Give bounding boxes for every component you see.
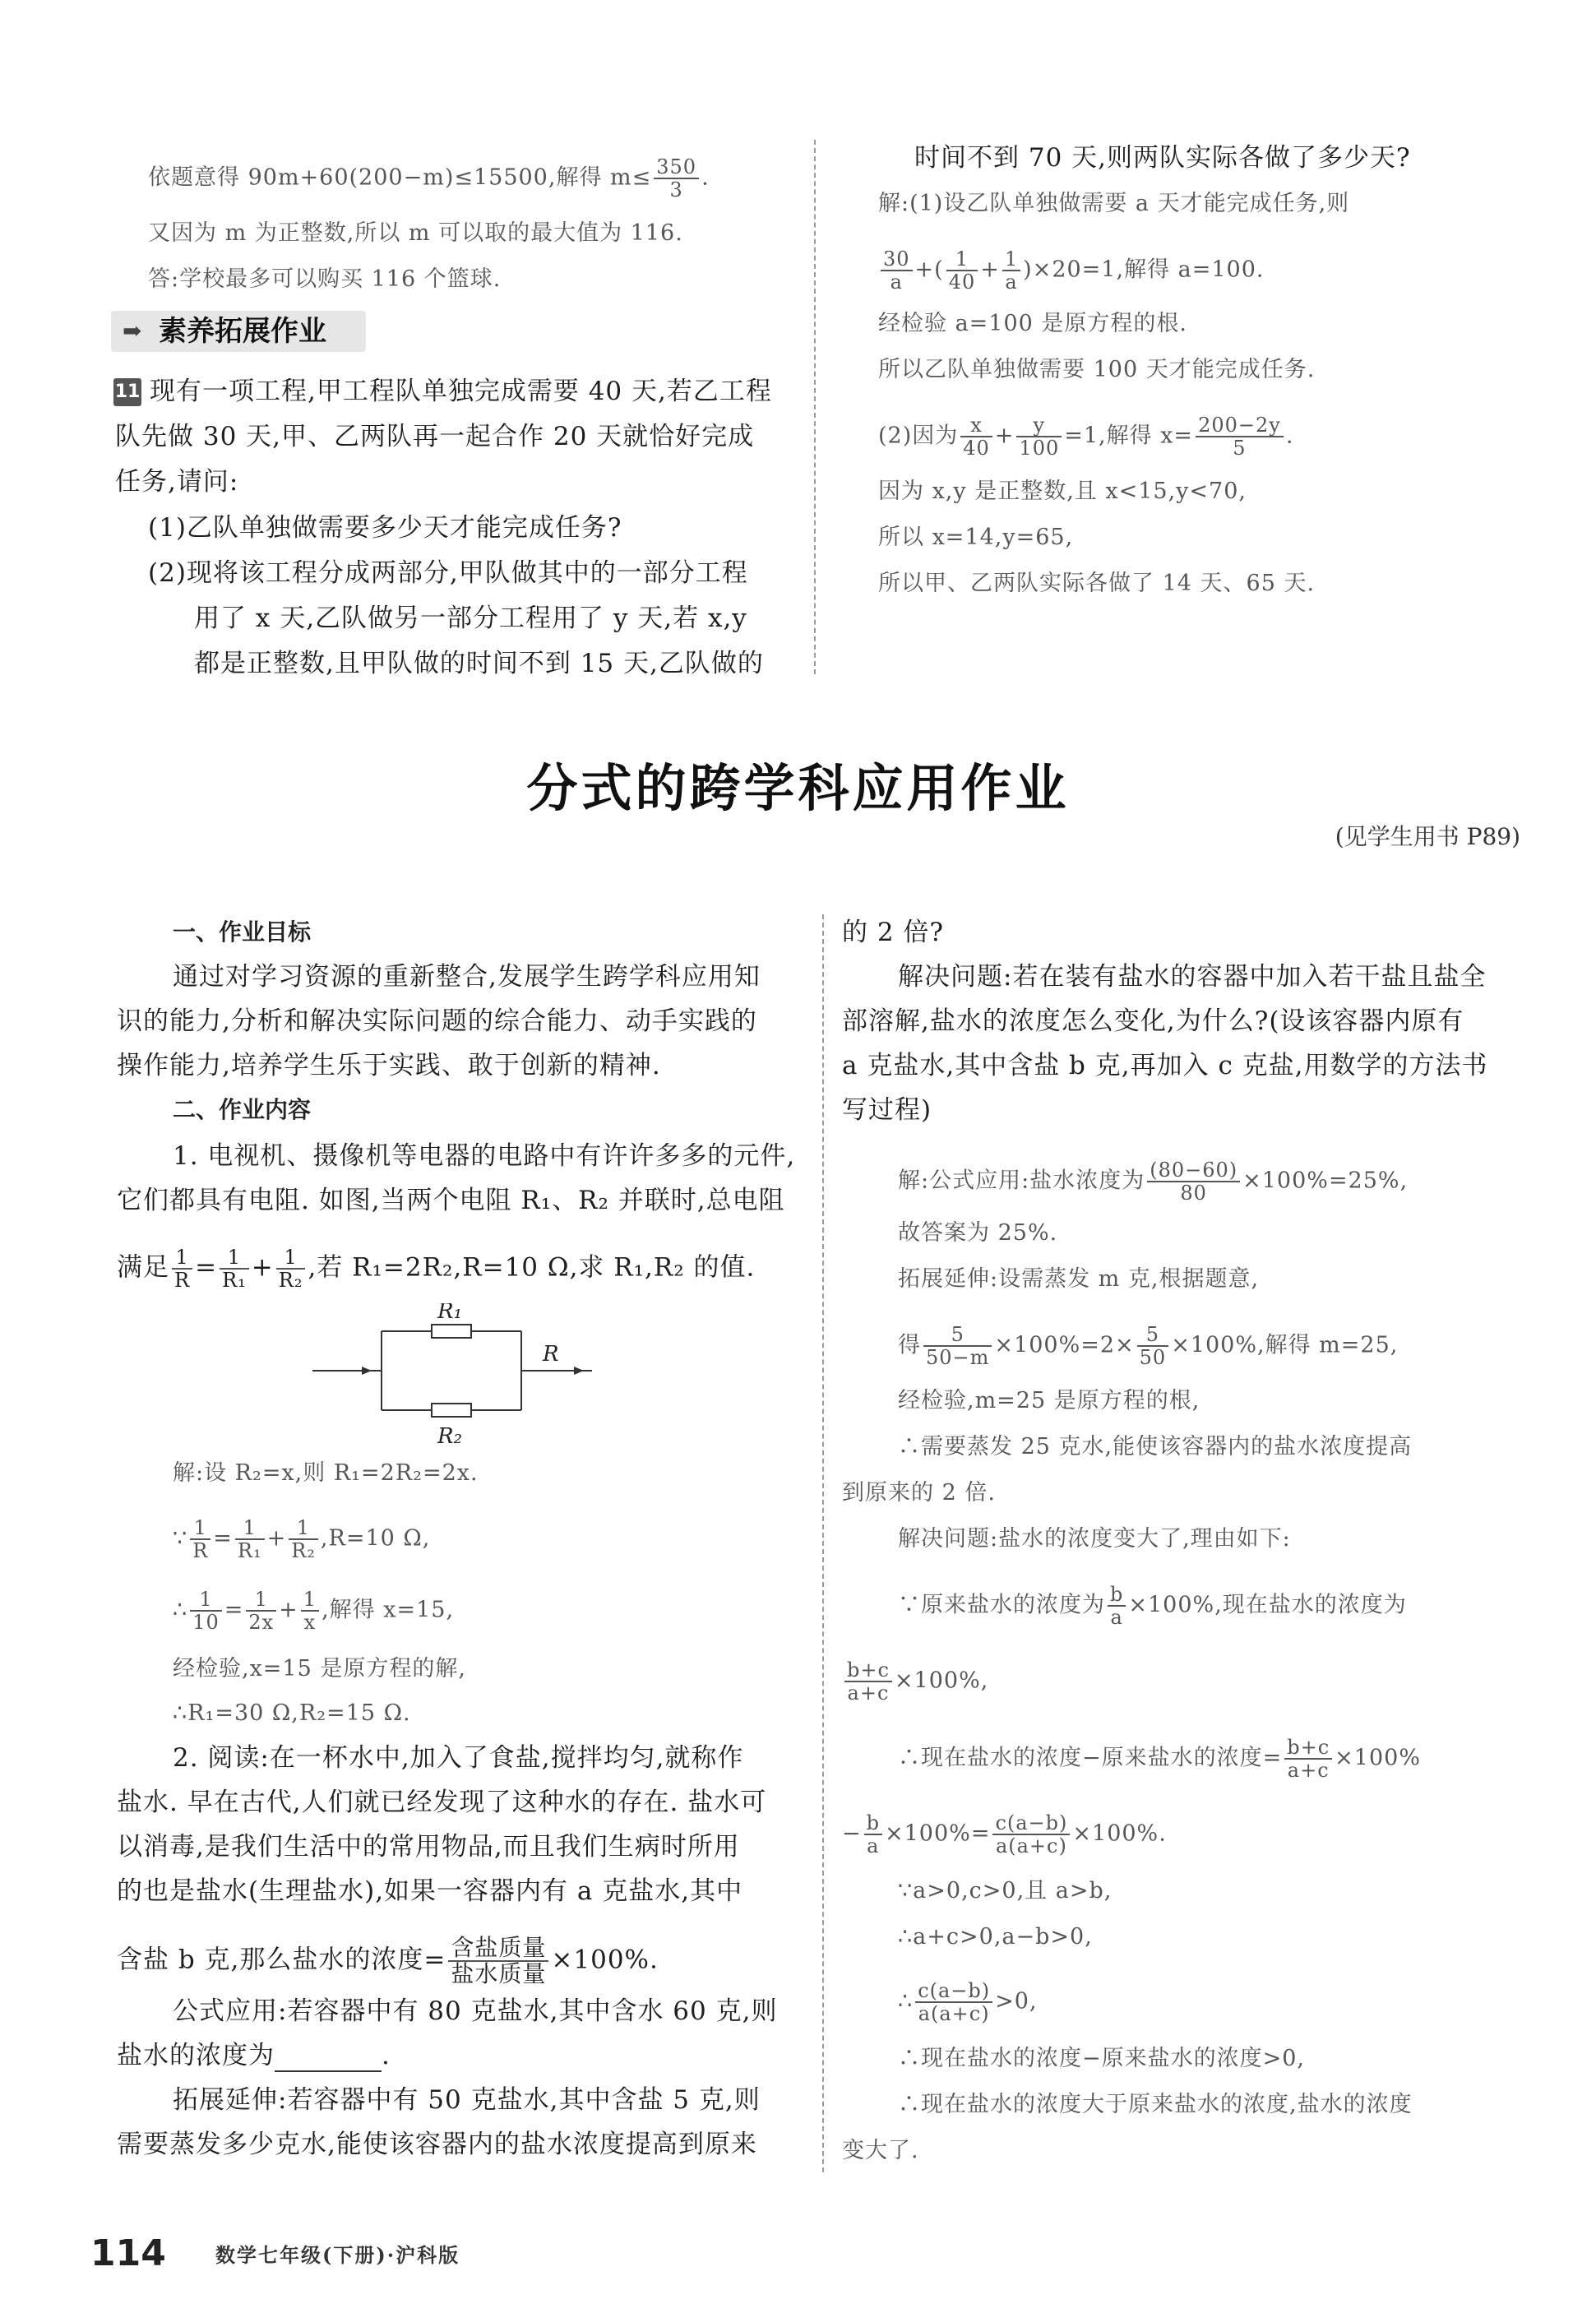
solution-line: 故答案为 25%. bbox=[898, 1220, 1058, 1246]
problem-line: 的也是盐水(生理盐水),如果一容器内有 a 克盐水,其中 bbox=[117, 1876, 743, 1906]
problem-number-badge: 11 bbox=[113, 378, 141, 406]
fraction: $\frac{(80-60)}{80}$ bbox=[1147, 1159, 1240, 1204]
problem-line: 它们都具有电阻. 如图,当两个电阻 R₁、R₂ 并联时,总电阻 bbox=[117, 1186, 785, 1215]
fraction: $\frac{30}{a}$ bbox=[881, 248, 913, 293]
solution-line: 解:(1)设乙队单独做需要 a 天才能完成任务,则 bbox=[878, 191, 1350, 216]
book-title: 数学七年级(下册)·沪科版 bbox=[215, 2243, 460, 2267]
solution-line: 所以甲、乙两队实际各做了 14 天、65 天. bbox=[878, 571, 1316, 596]
fraction: $\frac{y}{100}$ bbox=[1016, 414, 1062, 459]
solution-line: ∴R₁=30 Ω,R₂=15 Ω. bbox=[173, 1700, 411, 1726]
solution-line: 所以 x=14,y=65, bbox=[878, 525, 1074, 550]
section-heading: 二、作业内容 bbox=[173, 1096, 312, 1123]
problem-line: 部溶解,盐水的浓度怎么变化,为什么?(设该容器内原有 bbox=[842, 1006, 1464, 1036]
fraction: $\frac{1}{a}$ bbox=[1002, 248, 1020, 293]
solution-line: (2)因为 $\frac{x}{40}$ + $\frac{y}{100}$ =1,解得 x= $\frac{200-2y}{5}$ . bbox=[878, 414, 1294, 460]
problem-line: 公式应用:若容器中有 80 克盐水,其中含水 60 克,则 bbox=[173, 1996, 778, 2026]
fraction: $\frac{1}{\text{R₂}}$ bbox=[289, 1517, 318, 1561]
problem-line: 写过程) bbox=[842, 1095, 932, 1125]
solution-line: ∵a>0,c>0,且 a>b, bbox=[898, 1878, 1113, 1903]
body-line: 通过对学习资源的重新整合,发展学生跨学科应用知 bbox=[173, 962, 761, 992]
fraction: $\frac{b+c}{a+c}$ bbox=[844, 1659, 892, 1704]
problem-line: 1. 电视机、摄像机等电器的电路中有许许多多的元件, bbox=[173, 1141, 796, 1171]
solution-line: ∴现在盐水的浓度−原来盐水的浓度>0, bbox=[898, 2046, 1306, 2071]
column-divider bbox=[814, 140, 816, 674]
problem-line: 盐水的浓度为 . bbox=[117, 2041, 391, 2070]
solution-line: ∴现在盐水的浓度大于原来盐水的浓度,盐水的浓度 bbox=[898, 2092, 1413, 2117]
answer-line: 答:学校最多可以购买 116 个篮球. bbox=[148, 266, 502, 292]
problem-line: a 克盐水,其中含盐 b 克,再加入 c 克盐,用数学的方法书 bbox=[842, 1051, 1488, 1080]
solution-line: 解决问题:盐水的浓度变大了,理由如下: bbox=[898, 1526, 1291, 1552]
problem-line: 时间不到 70 天,则两队实际各做了多少天? bbox=[914, 143, 1411, 173]
problem-line: 都是正整数,且甲队做的时间不到 15 天,乙队做的 bbox=[194, 649, 764, 678]
fraction: $\frac{c(a-b)}{a(a+c)}$ bbox=[915, 1980, 992, 2024]
fraction: $\frac{350}{3}$ bbox=[654, 156, 699, 201]
solution-line: − $\frac{b}{a}$ ×100%= $\frac{c(a-b)}{a(a+c)}$ ×100%. bbox=[842, 1811, 1167, 1857]
solution-line: 经检验 a=100 是原方程的根. bbox=[878, 311, 1188, 336]
label-r1: R₁ bbox=[437, 1303, 462, 1324]
fraction: $\frac{b}{a}$ bbox=[864, 1812, 882, 1857]
fraction: $\frac{1}{2x}$ bbox=[246, 1589, 276, 1633]
problem-line: 含盐 b 克,那么盐水的浓度= $\frac{\text{含盐质量}}{\text{盐水质量}}$ ×100%. bbox=[117, 1934, 659, 1987]
fraction: $\frac{b+c}{a+c}$ bbox=[1284, 1737, 1332, 1781]
problem-line: 拓展延伸:若容器中有 50 克盐水,其中含盐 5 克,则 bbox=[173, 2085, 761, 2115]
problem-line: 满足 $\frac{1}{R}$ = $\frac{1}{\text{R₁}}$ + $\frac{1}{\text{R₂}}$ ,若 R₁=2R₂,R=10 Ω,求 R₁,R₂ 的值. bbox=[117, 1246, 756, 1292]
section-heading: 一、作业目标 bbox=[173, 918, 312, 946]
solution-line: 变大了. bbox=[842, 2138, 919, 2163]
parallel-circuit-diagram bbox=[312, 1303, 600, 1451]
solution-line: 所以乙队单独做需要 100 天才能完成任务. bbox=[878, 357, 1316, 382]
body-line: 识的能力,分析和解决实际问题的综合能力、动手实践的 bbox=[117, 1006, 757, 1036]
resistor-r2 bbox=[432, 1404, 471, 1417]
solution-line: 经检验,x=15 是原方程的解, bbox=[173, 1656, 466, 1681]
section-header bbox=[111, 311, 366, 352]
section-header-label: 素养拓展作业 bbox=[159, 315, 326, 348]
solution-line: 解:设 R₂=x,则 R₁=2R₂=2x. bbox=[173, 1460, 479, 1486]
problem-line: 任务,请问: bbox=[115, 467, 239, 497]
problem-line: 队先做 30 天,甲、乙两队再一起合作 20 天就恰好完成 bbox=[115, 422, 755, 451]
problem-line: 的 2 倍? bbox=[842, 918, 945, 947]
solution-line: ∵ $\frac{1}{R}$ = $\frac{1}{\text{R₁}}$ + $\frac{1}{\text{R₂}}$ ,R=10 Ω, bbox=[173, 1516, 431, 1562]
fraction: $\frac{c(a-b)}{a(a+c)}$ bbox=[992, 1812, 1070, 1857]
problem-line: 解决问题:若在装有盐水的容器中加入若干盐且盐全 bbox=[898, 962, 1487, 992]
solution-line: ∴需要蒸发 25 克水,能使该容器内的盐水浓度提高 bbox=[898, 1434, 1413, 1459]
solution-line: ∴现在盐水的浓度−原来盐水的浓度= $\frac{b+c}{a+c}$ ×100% bbox=[898, 1736, 1421, 1782]
fraction: $\frac{1}{\text{R₁}}$ bbox=[220, 1247, 249, 1291]
fraction: $\frac{1}{\text{R₁}}$ bbox=[235, 1517, 265, 1561]
label-r2: R₂ bbox=[437, 1424, 462, 1449]
problem-line: 盐水. 早在古代,人们就已经发现了这种水的存在. 盐水可 bbox=[117, 1788, 767, 1817]
solution-line: ∴a+c>0,a−b>0, bbox=[898, 1924, 1093, 1950]
problem-line: 以消毒,是我们生活中的常用物品,而且我们生病时所用 bbox=[117, 1832, 740, 1862]
label-r: R bbox=[543, 1342, 559, 1367]
fraction: $\frac{1}{R}$ bbox=[190, 1517, 210, 1561]
fraction: $\frac{1}{40}$ bbox=[946, 248, 978, 293]
solution-line: ∴ $\frac{1}{10}$ = $\frac{1}{2x}$ + $\frac{1}{x}$ ,解得 x=15, bbox=[173, 1588, 455, 1634]
page-number: 114 bbox=[90, 2232, 166, 2274]
solution-line: ∴ $\frac{c(a-b)}{a(a+c)}$ >0, bbox=[898, 1979, 1038, 2025]
solution-line: 依题意得 90m+60(200−m)≤15500,解得 m≤ $\frac{350}{3}$ . bbox=[148, 155, 710, 201]
problem-line: 用了 x 天,乙队做另一部分工程用了 y 天,若 x,y bbox=[194, 604, 747, 633]
fraction: $\frac{5}{50-m}$ bbox=[923, 1324, 992, 1368]
problem-line: 2. 阅读:在一杯水中,加入了食盐,搅拌均匀,就称作 bbox=[173, 1743, 744, 1773]
solution-line: 拓展延伸:设需蒸发 m 克,根据题意, bbox=[898, 1266, 1260, 1292]
body-line: 操作能力,培养学生乐于实践、敢于创新的精神. bbox=[117, 1051, 661, 1080]
fraction: $\frac{\text{含盐质量}}{\text{盐水质量}}$ bbox=[448, 1936, 548, 1987]
fraction: $\frac{1}{\text{R₂}}$ bbox=[276, 1247, 306, 1291]
page-title: 分式的跨学科应用作业 bbox=[526, 758, 1070, 818]
resistor-r1 bbox=[432, 1325, 471, 1338]
answer-blank[interactable] bbox=[275, 2047, 382, 2072]
solution-line: ∵原来盐水的浓度为 $\frac{b}{a}$ ×100%,现在盐水的浓度为 bbox=[898, 1583, 1407, 1629]
solution-line: 到原来的 2 倍. bbox=[842, 1480, 996, 1506]
arrow-icon: ➡ bbox=[123, 317, 142, 345]
solution-line: 得 $\frac{5}{50-m}$ ×100%=2× $\frac{5}{50}$ ×100%,解得 m=25, bbox=[898, 1323, 1399, 1369]
fraction: $\frac{1}{10}$ bbox=[190, 1589, 222, 1633]
fraction: $\frac{1}{R}$ bbox=[172, 1247, 192, 1291]
reference-note: (见学生用书 P89) bbox=[1335, 823, 1520, 850]
problem-line: 现有一项工程,甲工程队单独完成需要 40 天,若乙工程 bbox=[150, 377, 772, 406]
solution-line: $\frac{b+c}{a+c}$ ×100%, bbox=[842, 1659, 988, 1704]
solution-line: 经检验,m=25 是原方程的根, bbox=[898, 1388, 1200, 1413]
fraction: $\frac{b}{a}$ bbox=[1108, 1584, 1126, 1628]
solution-line: $\frac{30}{a}$ +( $\frac{1}{40}$ + $\frac{1}{a}$ )×20=1,解得 a=100. bbox=[878, 248, 1265, 293]
problem-line: (1)乙队单独做需要多少天才能完成任务? bbox=[148, 513, 622, 543]
problem-line: 需要蒸发多少克水,能使该容器内的盐水浓度提高到原来 bbox=[117, 2130, 757, 2159]
fraction: $\frac{1}{x}$ bbox=[301, 1589, 319, 1633]
solution-line: 又因为 m 为正整数,所以 m 可以取的最大值为 116. bbox=[148, 220, 683, 246]
solution-line: 解:公式应用:盐水浓度为 $\frac{(80-60)}{80}$ ×100%=25%, bbox=[898, 1159, 1409, 1205]
fraction: $\frac{200-2y}{5}$ bbox=[1196, 414, 1284, 459]
problem-line: (2)现将该工程分成两部分,甲队做其中的一部分工程 bbox=[148, 558, 748, 588]
solution-line: 因为 x,y 是正整数,且 x<15,y<70, bbox=[878, 479, 1247, 504]
fraction: $\frac{5}{50}$ bbox=[1137, 1324, 1169, 1368]
fraction: $\frac{x}{40}$ bbox=[960, 414, 992, 459]
column-divider bbox=[822, 914, 824, 2172]
